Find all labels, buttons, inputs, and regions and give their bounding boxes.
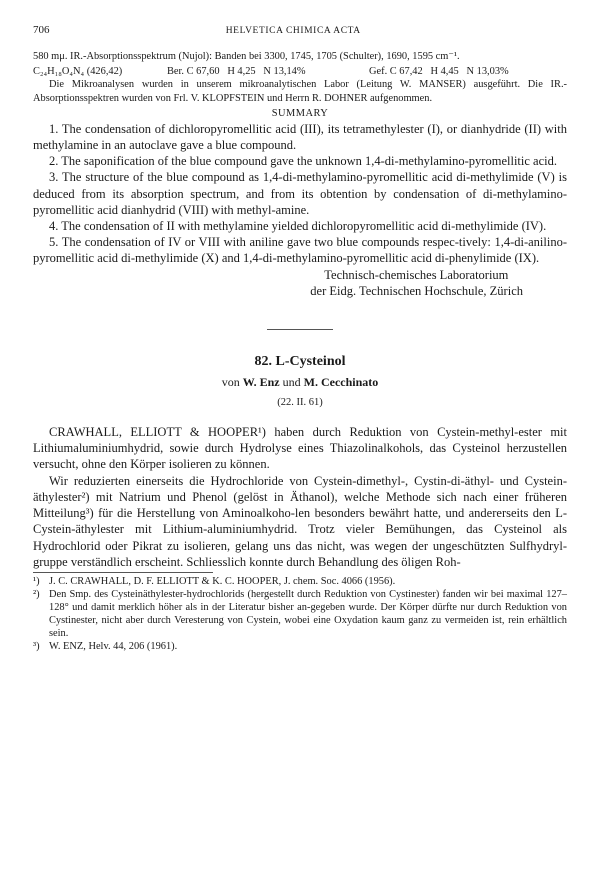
journal-name: HELVETICA CHIMICA ACTA [225,26,361,36]
footnote [33,640,567,653]
author-name: M. Cecchinato [303,374,379,389]
institution-line: Technisch-chemisches Laboratorium [324,267,509,282]
article-title: 82. L-Cysteinol [254,353,346,369]
analysis-formula: C₂₄H₁₈O₄N₄ (426,42) [33,66,123,78]
summary-item: 1. The condensation of dichloropyromellitic acid (III), its tetramethylester (I), or dianhydride (II) with methylamine in an autoclave gave a blue compound. [33,121,567,153]
institution-line: der Eidg. Technischen Hochschule, Zürich [310,283,523,298]
footnote-text: J. C. CRAWHALL, D. F. ELLIOTT & K. C. HOOPER, J. chem. Soc. 4066 (1956). [49,576,396,588]
footnote-mark: ¹) [33,576,40,588]
author-name: W. Enz [242,374,280,389]
analysis-found: Gef. C 67,42 H 4,45 N 13,03% [369,66,509,78]
running-header [33,24,567,36]
footnote-text: W. ENZ, Helv. 44, 206 (1961). [49,641,178,653]
summary-heading: SUMMARY [271,107,329,119]
analysis-calculated: Ber. C 67,60 H 4,25 N 13,14% [167,66,306,78]
footnote-mark: ²) [33,589,40,601]
page-number: 706 [33,24,50,36]
elemental-analysis [33,65,567,78]
body-paragraph: CRAWHALL, ELLIOTT & HOOPER¹) haben durch Reduktion von Cystein-methyl-ester mit Lithiumaluminiumhydrid, sowie durch Hydrolyse eines Thiazolinalkohols, das Cysteinol herzustellen versucht, ohne den Körper isolieren zu können. [33,424,567,472]
summary-list [33,121,567,267]
authors-prefix: von [221,374,240,389]
microanalysis-note: Die Mikroanalysen wurden in unserem mikroanalytischen Labor (Leitung W. MANSER) ausgeführt. Die IR.-Absorptionsspektren wurden von Frl. V. KLOPFSTEIN und Herrn R. DOHNER aufgenommen. [33,79,567,104]
received-date: (22. II. 61) [277,396,323,408]
footnote-divider [33,572,213,573]
summary-item: 4. The condensation of II with methylamine yielded dichloropyromellitic acid di-methylimide (IV). [49,219,547,234]
footnote-mark: ³) [33,641,40,653]
summary-item: 2. The saponification of the blue compound gave the unknown 1,4-di-methylamino-pyromellitic acid. [49,154,557,169]
footnote [33,575,567,588]
section-divider [267,329,333,330]
authors-and: und [282,374,301,389]
footnote-text: Den Smp. des Cysteinäthylester-hydrochlorids (hergestellt durch Reduktion von Cystinester) fanden wir bei maximal 127–128° und damit merklich höher als in der Literatur bisher an-gegeben wurde. Der Körper dürfte nur durch Reduktion von Cystinester, nicht aber durch Veresterung von Cystein, wobei eine Oxydation kaum ganz zu vermeiden ist, rein erhältlich sein. [49,589,567,640]
footnotes [33,575,567,653]
article-authors [33,375,567,390]
institution [33,267,567,299]
page [33,24,567,653]
footnote [33,588,567,640]
summary-item: 3. The structure of the blue compound as 1,4-di-methylamino-pyromellitic acid di-methylimide (V) is deduced from its absorption spectrum, and from its obtention by condensation of di-methylamino-pyromellitic acid dianhydrid (VIII) with methyl-amine. [33,170,567,217]
ir-spectrum-line: 580 mμ. IR.-Absorptionsspektrum (Nujol): Banden bei 3300, 1745, 1705 (Schulter), 1690, 1595 cm⁻¹. [33,51,460,62]
body-paragraph: Wir reduzierten einerseits die Hydrochloride von Cystein-dimethyl-, Cystin-di-äthyl- und Cystein-äthylester²) mit Natrium und Phenol (gelöst in Äthanol), welche Methode sich nach einer früheren Mitteilung³) für die Herstellung von Aminoalkoho-len besonders bewährt hatte, und andererseits den L-Cystein-äthylester mit Lithium-aluminiumhydrid. Trotz vieler Bemühungen, das Cysteinol als Hydrochlorid oder Pikrat zu isolieren, gelang uns das nicht, was wegen der ungeschützten Sulfhydryl-gruppe verständlich erscheint. Schliesslich konnte durch Behandlung des öligen Roh- [33,473,567,570]
summary-item: 5. The condensation of IV or VIII with aniline gave two blue compounds respec-tively: 1,4-di-anilino-pyromellitic acid di-methylimide (X) and 1,4-di-methylamino-pyromellitic acid di-phenylimide (IX). [33,235,567,266]
article-body [33,424,567,571]
